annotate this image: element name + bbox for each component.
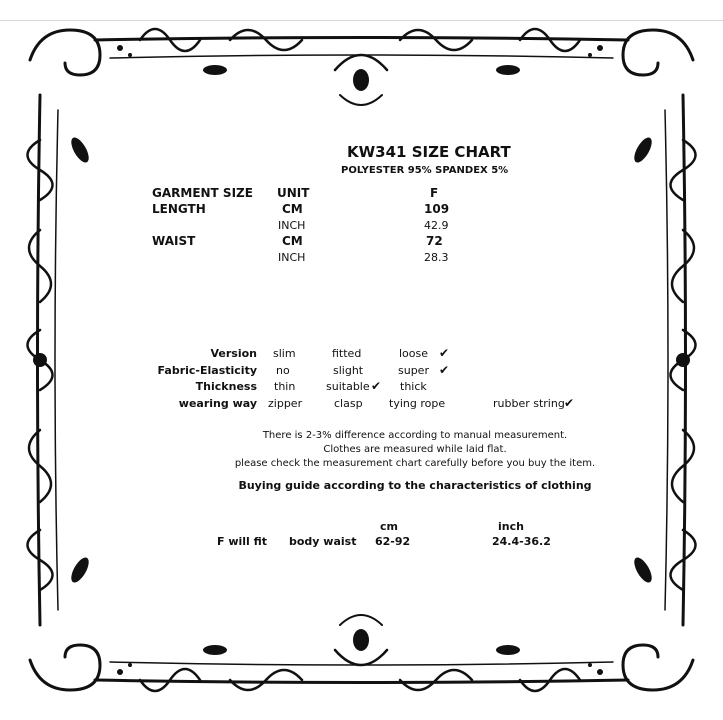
row-length-unit-inch: INCH bbox=[278, 219, 306, 232]
option-fitted: fitted bbox=[332, 347, 362, 360]
option-tying-rope: tying rope bbox=[389, 397, 446, 410]
option-no: no bbox=[276, 364, 290, 377]
row-length-inch: 42.9 bbox=[424, 219, 449, 232]
option-clasp: clasp bbox=[334, 397, 363, 410]
option-rubber-string: rubber string bbox=[493, 397, 565, 410]
buying-guide-col-inch: inch bbox=[498, 520, 524, 533]
buying-guide-cm-range: 62-92 bbox=[375, 535, 411, 548]
size-chart-title: KW341 SIZE CHART bbox=[347, 143, 511, 161]
characteristic-label-version: Version bbox=[210, 347, 257, 360]
row-length-cm: 109 bbox=[424, 202, 450, 216]
option-slight: slight bbox=[333, 364, 364, 377]
note-check-chart: please check the measurement chart carefully before you buy the item. bbox=[234, 458, 596, 469]
buying-guide-title: Buying guide according to the characteristics of clothing bbox=[238, 479, 592, 492]
col-unit: UNIT bbox=[277, 186, 310, 200]
characteristic-label-elasticity: Fabric-Elasticity bbox=[157, 364, 257, 377]
row-waist-label: WAIST bbox=[152, 234, 196, 248]
buying-guide-inch-range: 24.4-36.2 bbox=[492, 535, 551, 548]
row-length-unit-cm: CM bbox=[282, 202, 303, 216]
check-mark-icon: ✔ bbox=[564, 396, 575, 410]
row-waist-unit-inch: INCH bbox=[278, 251, 306, 264]
col-garment-size: GARMENT SIZE bbox=[152, 186, 253, 200]
buying-guide-size: F will fit bbox=[217, 535, 268, 548]
option-slim: slim bbox=[273, 347, 296, 360]
check-mark-icon: ✔ bbox=[371, 379, 382, 393]
option-zipper: zipper bbox=[268, 397, 303, 410]
col-size-f: F bbox=[430, 186, 439, 200]
characteristic-label-wearing-way: wearing way bbox=[178, 397, 257, 410]
row-length-label: LENGTH bbox=[152, 202, 206, 216]
option-super: super bbox=[398, 364, 429, 377]
note-laid-flat: Clothes are measured while laid flat. bbox=[323, 444, 507, 455]
row-waist-unit-cm: CM bbox=[282, 234, 303, 248]
note-measurement-difference: There is 2-3% difference according to manual measurement. bbox=[262, 430, 568, 441]
option-loose: loose bbox=[399, 347, 429, 360]
option-suitable: suitable bbox=[326, 380, 370, 393]
check-mark-icon: ✔ bbox=[439, 346, 450, 360]
option-thick: thick bbox=[400, 380, 427, 393]
option-thin: thin bbox=[274, 380, 296, 393]
characteristic-label-thickness: Thickness bbox=[195, 380, 257, 393]
buying-guide-measure: body waist bbox=[289, 535, 357, 548]
buying-guide-col-cm: cm bbox=[380, 520, 398, 533]
check-mark-icon: ✔ bbox=[439, 363, 450, 377]
row-waist-cm: 72 bbox=[426, 234, 443, 248]
material-composition: POLYESTER 95% SPANDEX 5% bbox=[341, 165, 509, 176]
row-waist-inch: 28.3 bbox=[424, 251, 449, 264]
